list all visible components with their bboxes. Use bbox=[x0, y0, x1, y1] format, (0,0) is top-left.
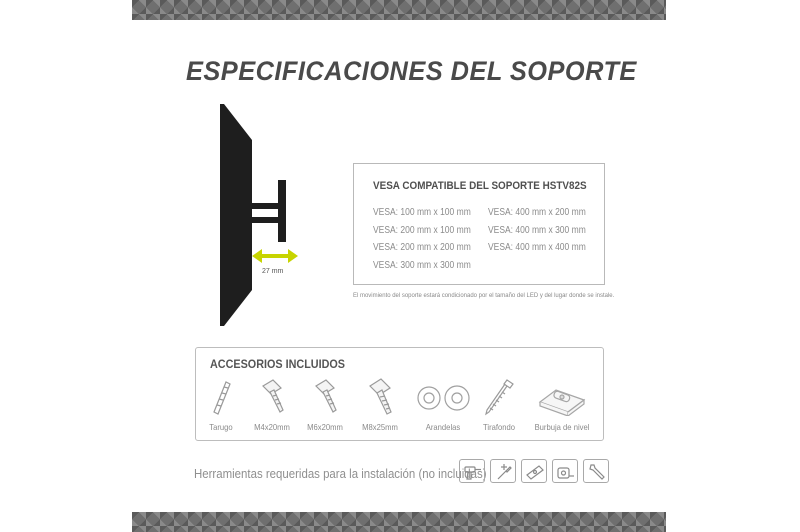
accessory-m6x20 bbox=[304, 378, 346, 432]
accessory-label: Arandelas bbox=[425, 422, 461, 432]
level-tool-icon bbox=[525, 462, 545, 482]
tool-icon-box bbox=[583, 459, 609, 483]
vesa-spec-title: VESA COMPATIBLE DEL SOPORTE HSTV82S bbox=[373, 180, 587, 192]
bubble-level-icon bbox=[534, 378, 590, 416]
drill-icon bbox=[463, 462, 483, 482]
accessories-box bbox=[195, 347, 604, 441]
accessory-burbuja bbox=[526, 378, 598, 432]
wrench-icon bbox=[587, 462, 607, 482]
vesa-item: VESA: 400 mm x 300 mm bbox=[488, 224, 586, 236]
vesa-item: VESA: 300 mm x 300 mm bbox=[373, 259, 471, 271]
accessory-label: M6x20mm bbox=[307, 422, 343, 432]
accessory-label: Tirafondo bbox=[482, 422, 516, 432]
accessory-label: M8x25mm bbox=[362, 422, 398, 432]
accessory-arandelas bbox=[411, 378, 475, 432]
vesa-item: VESA: 100 mm x 100 mm bbox=[373, 207, 471, 218]
washer-icon bbox=[413, 378, 473, 416]
accessories-title: ACCESORIOS INCLUIDOS bbox=[210, 357, 346, 371]
top-pattern-band bbox=[132, 0, 666, 20]
screwdriver-icon bbox=[494, 462, 514, 482]
bracket-wall-plate bbox=[278, 180, 286, 242]
vesa-item: VESA: 400 mm x 200 mm bbox=[488, 207, 586, 218]
accessory-m4x20 bbox=[251, 378, 293, 432]
vesa-item: VESA: 200 mm x 100 mm bbox=[373, 224, 471, 236]
bracket-arm-top bbox=[252, 203, 280, 209]
accessory-label: M4x20mm bbox=[254, 422, 290, 432]
vesa-spec-box bbox=[353, 163, 605, 285]
bracket-diagram bbox=[200, 100, 320, 330]
vesa-list-left bbox=[373, 204, 471, 274]
accessory-label: Tarugo bbox=[209, 422, 233, 432]
depth-arrow bbox=[252, 249, 298, 263]
vesa-list-right bbox=[488, 204, 586, 257]
accessory-label: Burbuja de nivel bbox=[534, 422, 590, 432]
installation-note: El movimiento del soporte estará condicionado por el tamaño del LED y del lugar donde se instale. bbox=[353, 292, 615, 299]
tool-icon-box bbox=[521, 459, 547, 483]
vesa-item: VESA: 400 mm x 400 mm bbox=[488, 242, 586, 253]
depth-label: 27 mm bbox=[262, 268, 284, 275]
tool-icon-box bbox=[552, 459, 578, 483]
tool-icon-box bbox=[459, 459, 485, 483]
tools-required-label: Herramientas requeridas para la instalación (no incluidas) bbox=[194, 466, 487, 481]
screw-icon bbox=[367, 378, 393, 416]
bottom-pattern-band bbox=[132, 512, 666, 532]
accessory-m8x25 bbox=[358, 378, 402, 432]
lag-screw-icon bbox=[481, 378, 517, 416]
tool-icon-box bbox=[490, 459, 516, 483]
wall-plug-icon bbox=[208, 378, 234, 416]
accessory-tarugo bbox=[204, 378, 238, 432]
tv-side-silhouette bbox=[220, 104, 252, 326]
bracket-arm-bottom bbox=[252, 217, 280, 223]
screw-icon bbox=[259, 378, 285, 416]
accessory-tirafondo bbox=[479, 378, 519, 432]
page-title: ESPECIFICACIONES DEL SOPORTE bbox=[186, 56, 637, 86]
tape-measure-icon bbox=[556, 462, 576, 482]
screw-icon bbox=[312, 378, 338, 416]
vesa-item: VESA: 200 mm x 200 mm bbox=[373, 242, 471, 253]
